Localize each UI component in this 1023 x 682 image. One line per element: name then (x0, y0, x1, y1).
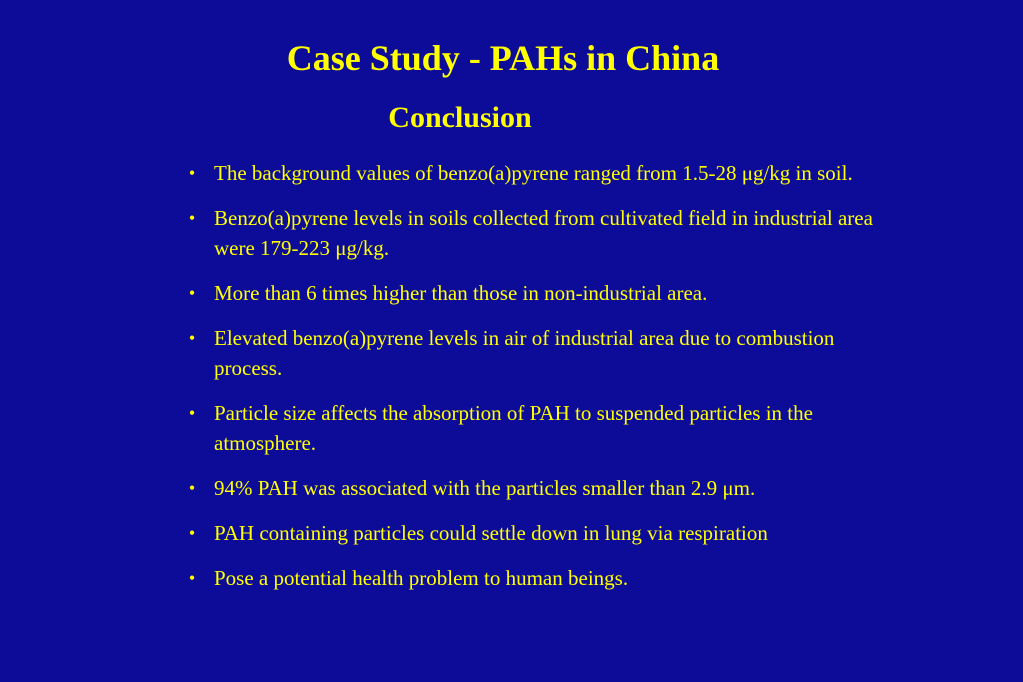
bullet-text: Benzo(a)pyrene levels in soils collected from cultivated field in industrial area were 179-223 μg/kg. (214, 206, 873, 260)
bullet-text: Pose a potential health problem to human beings. (214, 566, 629, 590)
bullet-text: PAH containing particles could settle down in lung via respiration (214, 521, 768, 545)
bullet-text: Particle size affects the absorption of PAH to suspended particles in the atmosphere. (214, 401, 824, 455)
bullet-icon: • (188, 283, 196, 303)
bullet-text: Elevated benzo(a)pyrene levels in air of industrial area due to combustion process. (214, 326, 851, 380)
bullet-list (180, 158, 900, 608)
bullet-text: The background values of benzo(a)pyrene ranged from 1.5-28 μg/kg in soil. (214, 161, 853, 185)
slide-subtitle: Conclusion (388, 101, 532, 134)
bullet-icon: • (188, 163, 196, 183)
bullet-text: More than 6 times higher than those in non-industrial area. (214, 281, 708, 305)
bullet-item (180, 278, 900, 308)
bullet-item (180, 203, 900, 263)
bullet-icon: • (188, 208, 196, 228)
bullet-icon: • (188, 478, 196, 498)
bullet-item (180, 473, 900, 503)
bullet-icon: • (188, 328, 196, 348)
bullet-text: 94% PAH was associated with the particles smaller than 2.9 μm. (214, 476, 756, 500)
slide-title: Case Study - PAHs in China (286, 38, 720, 78)
bullet-icon: • (188, 568, 196, 588)
bullet-item (180, 323, 900, 383)
bullet-item (180, 158, 900, 188)
bullet-item (180, 398, 900, 458)
bullet-item (180, 563, 900, 593)
bullet-icon: • (188, 523, 196, 543)
bullet-icon: • (188, 403, 196, 423)
bullet-item (180, 518, 900, 548)
